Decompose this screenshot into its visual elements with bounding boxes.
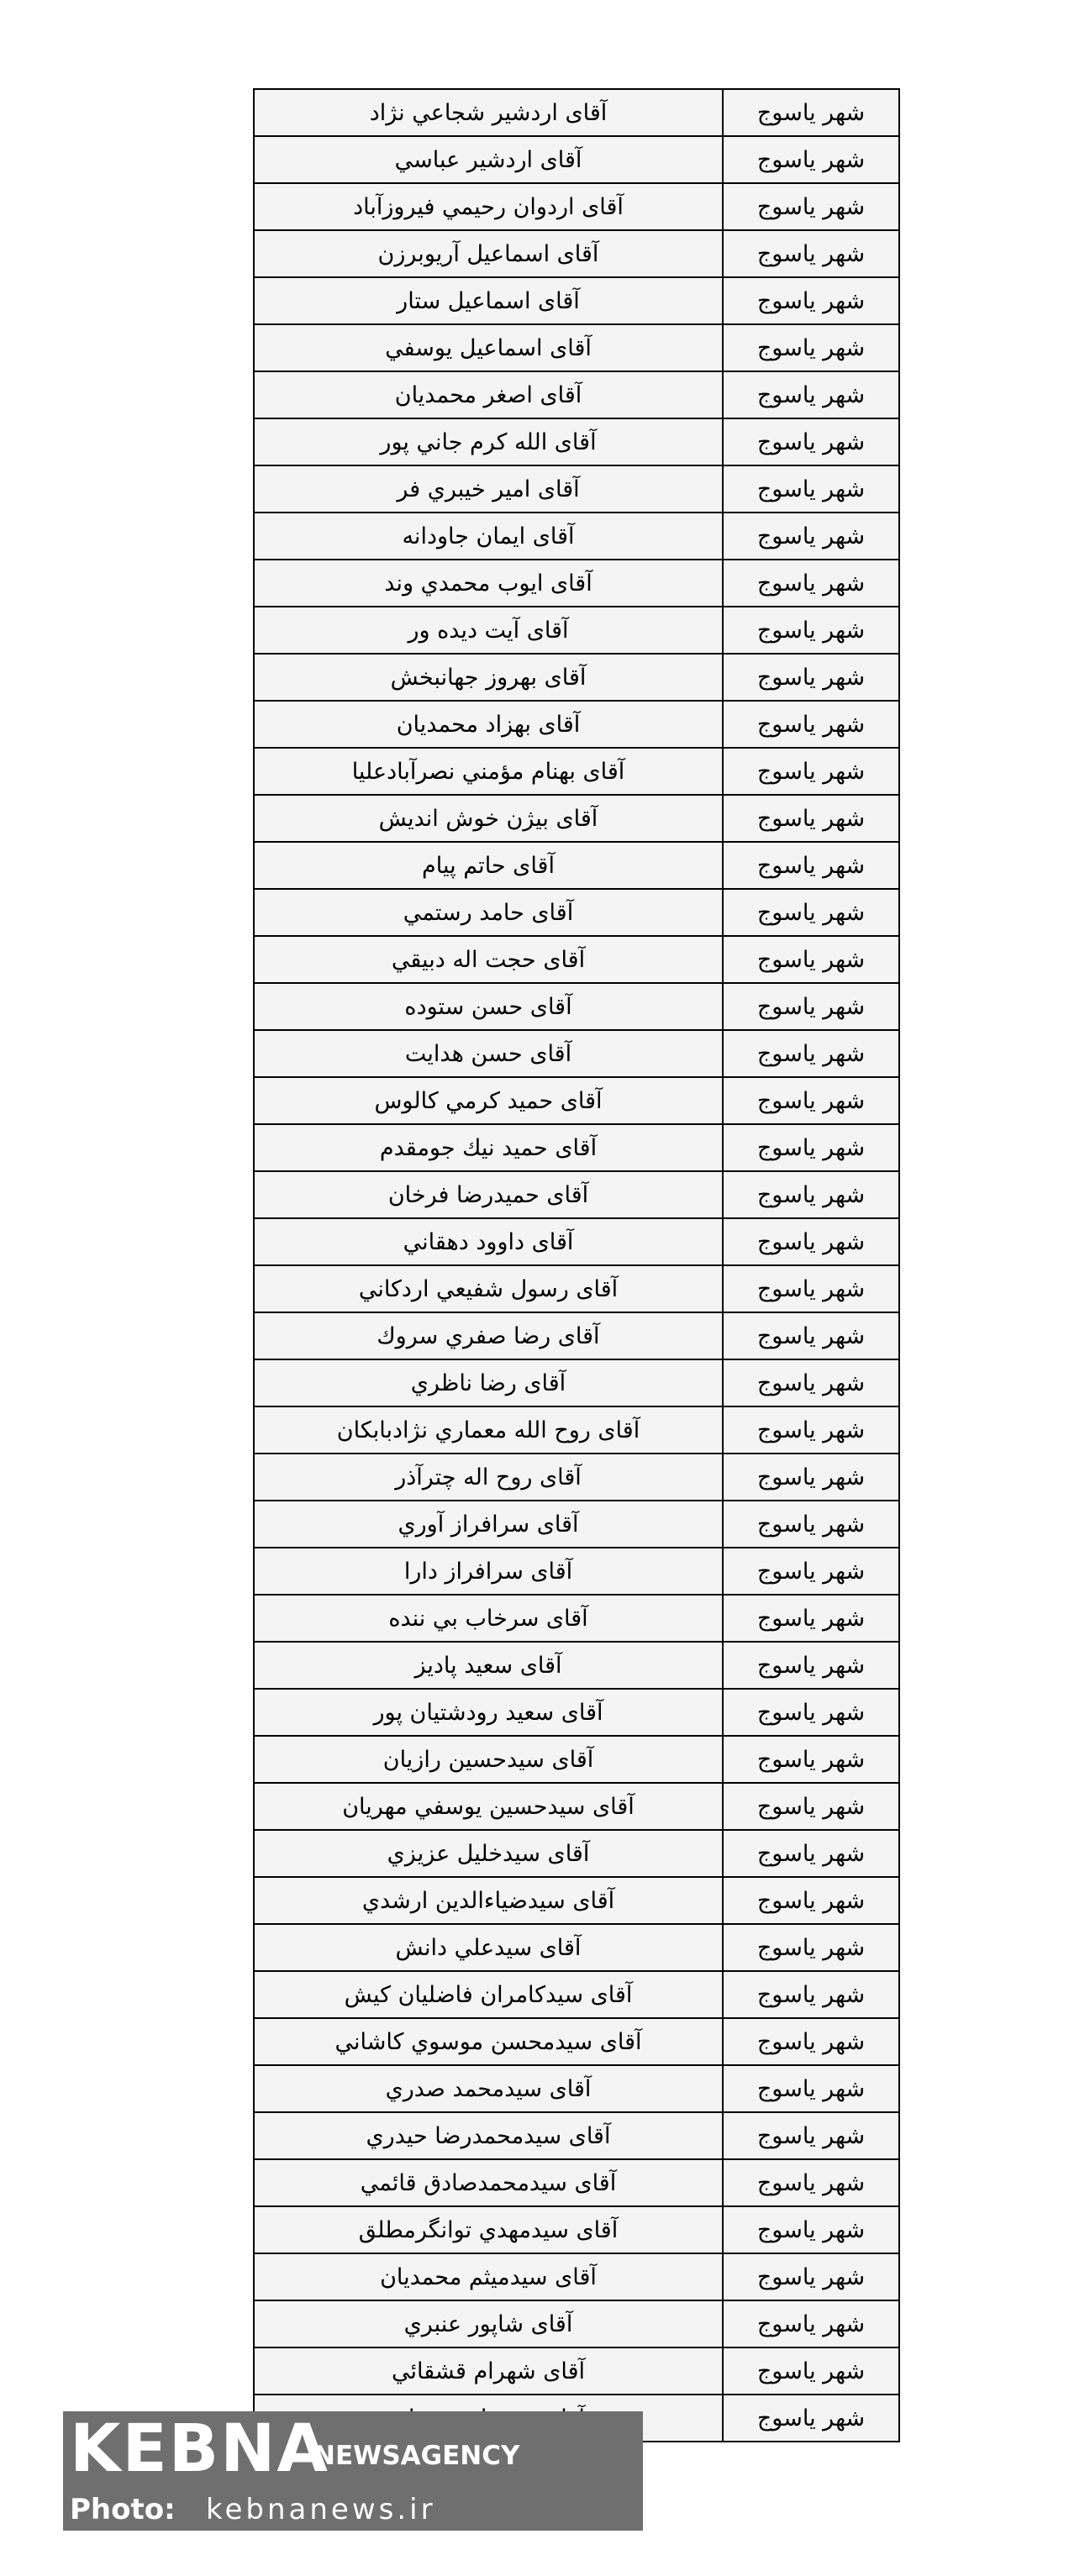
table-row [254,1736,899,1783]
name-cell: آقای بهروز جهانبخش [254,654,723,701]
city-cell: شهر ياسوج [723,324,899,371]
city-cell: شهر ياسوج [723,1548,899,1595]
table-row [254,607,899,654]
table-row [254,1030,899,1077]
table-row [254,324,899,371]
table-row [254,2018,899,2065]
city-cell: شهر ياسوج [723,1689,899,1736]
city-cell: شهر ياسوج [723,2065,899,2112]
city-cell: شهر ياسوج [723,2018,899,2065]
city-cell: شهر ياسوج [723,513,899,560]
table-row [254,1077,899,1124]
name-cell: آقای الله كرم جاني پور [254,418,723,465]
table-row [254,654,899,701]
watermark-brand: KEBNA [70,2411,329,2487]
name-cell: آقای اردشير عباسي [254,136,723,183]
roster-table-container [253,88,900,2442]
city-cell: شهر ياسوج [723,1924,899,1971]
kebna-watermark [63,2411,643,2531]
table-row [254,842,899,889]
city-cell: شهر ياسوج [723,842,899,889]
city-cell: شهر ياسوج [723,2253,899,2300]
name-cell: آقای ايمان جاودانه [254,513,723,560]
city-cell: شهر ياسوج [723,2112,899,2159]
name-cell: آقای اردشير شجاعي نژاد [254,89,723,136]
city-cell: شهر ياسوج [723,230,899,277]
table-row [254,2347,899,2395]
name-cell: آقای اردوان رحيمي فيروزآباد [254,183,723,230]
name-cell: آقای اسماعيل ستار [254,277,723,324]
city-cell: شهر ياسوج [723,1312,899,1359]
table-row [254,1783,899,1830]
name-cell: آقای سيدعلي دانش [254,1924,723,1971]
table-row [254,748,899,795]
table-row [254,2159,899,2206]
roster-table-body [254,89,899,2442]
name-cell: آقای سيدخليل عزيزي [254,1830,723,1877]
city-cell: شهر ياسوج [723,1595,899,1642]
table-row [254,936,899,983]
name-cell: آقای حميد نيك جومقدم [254,1124,723,1171]
city-cell: شهر ياسوج [723,1454,899,1501]
name-cell: آقای سيدمهدي توانگرمطلق [254,2206,723,2253]
city-cell: شهر ياسوج [723,2300,899,2347]
table-row [254,701,899,748]
city-cell: شهر ياسوج [723,983,899,1030]
name-cell: آقای سعيد رودشتيان پور [254,1689,723,1736]
roster-table [253,88,900,2442]
name-cell: آقای رضا صفري سروك [254,1312,723,1359]
table-row [254,1924,899,1971]
table-row [254,1124,899,1171]
name-cell: آقای روح الله معماري نژادبابكان [254,1406,723,1454]
city-cell: شهر ياسوج [723,277,899,324]
city-cell: شهر ياسوج [723,1971,899,2018]
table-row [254,2253,899,2300]
table-row [254,1877,899,1924]
table-row [254,1359,899,1406]
table-row [254,371,899,418]
city-cell: شهر ياسوج [723,701,899,748]
city-cell: شهر ياسوج [723,1642,899,1689]
name-cell: آقای حجت اله دبيقي [254,936,723,983]
table-row [254,230,899,277]
city-cell: شهر ياسوج [723,1359,899,1406]
table-row [254,1595,899,1642]
city-cell: شهر ياسوج [723,795,899,842]
name-cell: آقای سيدحسين يوسفي مهريان [254,1783,723,1830]
name-cell: آقای سيدمحمدرضا حيدري [254,2112,723,2159]
city-cell: شهر ياسوج [723,1077,899,1124]
city-cell: شهر ياسوج [723,1501,899,1548]
table-row [254,1501,899,1548]
city-cell: شهر ياسوج [723,465,899,513]
name-cell: آقای امير خيبري فر [254,465,723,513]
city-cell: شهر ياسوج [723,89,899,136]
name-cell: آقای بهنام مؤمني نصرآبادعليا [254,748,723,795]
city-cell: شهر ياسوج [723,1171,899,1218]
watermark-url: kebnanews.ir [206,2493,436,2526]
name-cell: آقای روح اله چترآذر [254,1454,723,1501]
table-row [254,183,899,230]
city-cell: شهر ياسوج [723,2206,899,2253]
name-cell: آقای سيدمحمدصادق قائمي [254,2159,723,2206]
name-cell: آقای اسماعيل آريوبرزن [254,230,723,277]
name-cell: آقای بيژن خوش انديش [254,795,723,842]
table-row [254,1171,899,1218]
city-cell: شهر ياسوج [723,936,899,983]
city-cell: شهر ياسوج [723,2159,899,2206]
watermark-photo-label: Photo: [70,2493,176,2526]
city-cell: شهر ياسوج [723,748,899,795]
name-cell: آقای سرخاب بي ننده [254,1595,723,1642]
name-cell: آقای آيت ديده ور [254,607,723,654]
table-row [254,136,899,183]
city-cell: شهر ياسوج [723,371,899,418]
table-row [254,1971,899,2018]
name-cell: آقای سيدضياءالدين ارشدي [254,1877,723,1924]
city-cell: شهر ياسوج [723,1877,899,1924]
watermark-agency: NEWSAGENCY [313,2441,520,2471]
name-cell: آقای حسن ستوده [254,983,723,1030]
city-cell: شهر ياسوج [723,136,899,183]
city-cell: شهر ياسوج [723,1124,899,1171]
table-row [254,795,899,842]
name-cell: آقای بهزاد محمديان [254,701,723,748]
city-cell: شهر ياسوج [723,2395,899,2442]
name-cell: آقای رسول شفيعي اردكاني [254,1265,723,1312]
city-cell: شهر ياسوج [723,654,899,701]
table-row [254,1312,899,1359]
table-row [254,2300,899,2347]
city-cell: شهر ياسوج [723,560,899,607]
city-cell: شهر ياسوج [723,607,899,654]
table-row [254,1406,899,1454]
name-cell: آقای حسن هدايت [254,1030,723,1077]
name-cell: آقای حميد كرمي كالوس [254,1077,723,1124]
name-cell: آقای سرافراز آوري [254,1501,723,1548]
name-cell: آقای ايوب محمدي وند [254,560,723,607]
table-row [254,1548,899,1595]
table-row [254,560,899,607]
table-row [254,2206,899,2253]
name-cell: آقای سيدمحسن موسوي كاشاني [254,2018,723,2065]
name-cell: آقای اسماعيل يوسفي [254,324,723,371]
table-row [254,418,899,465]
city-cell: شهر ياسوج [723,1736,899,1783]
name-cell: آقای سيدكامران فاضليان كيش [254,1971,723,2018]
city-cell: شهر ياسوج [723,1030,899,1077]
name-cell: آقای سرافراز دارا [254,1548,723,1595]
name-cell: آقای حاتم پيام [254,842,723,889]
table-row [254,983,899,1030]
table-row [254,465,899,513]
table-row [254,1265,899,1312]
table-row [254,889,899,936]
city-cell: شهر ياسوج [723,1783,899,1830]
table-row [254,89,899,136]
table-row [254,1454,899,1501]
city-cell: شهر ياسوج [723,1406,899,1454]
city-cell: شهر ياسوج [723,1265,899,1312]
city-cell: شهر ياسوج [723,183,899,230]
name-cell: آقای حامد رستمي [254,889,723,936]
name-cell: آقای حميدرضا فرخان [254,1171,723,1218]
city-cell: شهر ياسوج [723,418,899,465]
city-cell: شهر ياسوج [723,1218,899,1265]
name-cell: آقای داوود دهقاني [254,1218,723,1265]
table-row [254,1689,899,1736]
name-cell: آقای شاپور عنبري [254,2300,723,2347]
table-row [254,1218,899,1265]
name-cell: آقای سيدمحمد صدري [254,2065,723,2112]
table-row [254,2065,899,2112]
table-row [254,2112,899,2159]
name-cell: آقای رضا ناظري [254,1359,723,1406]
table-row [254,1642,899,1689]
city-cell: شهر ياسوج [723,2347,899,2395]
city-cell: شهر ياسوج [723,889,899,936]
table-row [254,1830,899,1877]
name-cell: آقای سيدميثم محمديان [254,2253,723,2300]
city-cell: شهر ياسوج [723,1830,899,1877]
table-row [254,513,899,560]
name-cell: آقای سعيد پاديز [254,1642,723,1689]
name-cell: آقای شهرام قشقائي [254,2347,723,2395]
table-row [254,277,899,324]
name-cell: آقای اصغر محمديان [254,371,723,418]
name-cell: آقای سيدحسين رازيان [254,1736,723,1783]
